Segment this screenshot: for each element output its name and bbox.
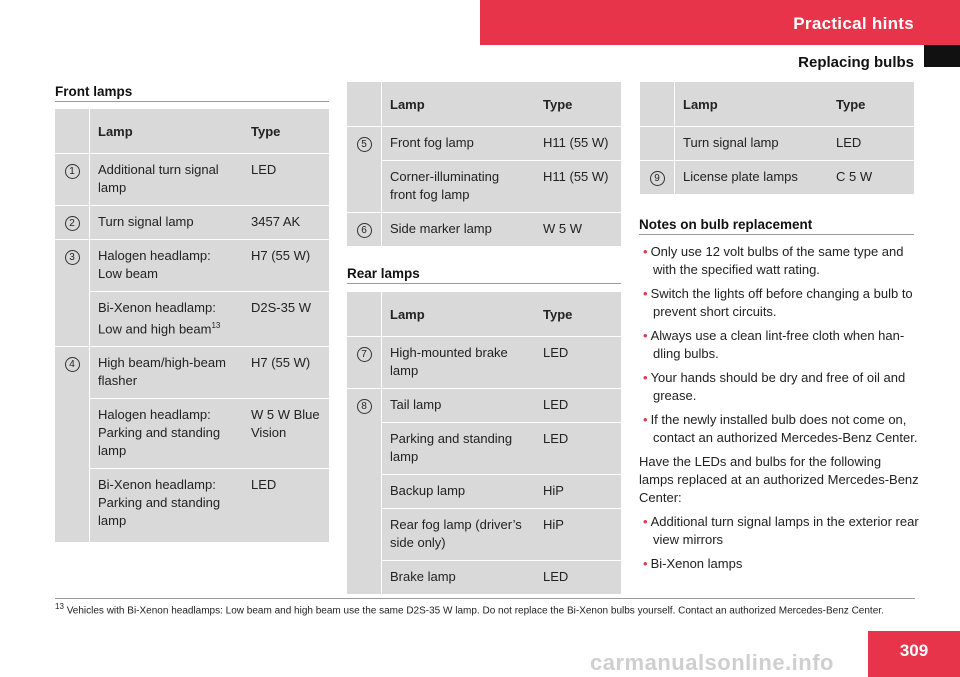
rear-lamps-continued-table [640, 82, 914, 195]
bullet-icon: • [643, 514, 648, 529]
lamp-cell: Side marker lamp [382, 213, 536, 247]
type-col-header: Type [535, 292, 621, 337]
note-text: Switch the lights off before changing a bulb to prevent short circuits. [650, 286, 913, 319]
lamp-cell: Halogen headlamp: Parking and standing lamp [90, 399, 244, 469]
table-row [347, 423, 621, 475]
bullet-icon: • [643, 412, 648, 427]
callout-number: 2 [65, 216, 80, 231]
type-cell: 3457 AK [243, 206, 329, 240]
table-row [640, 127, 914, 161]
type-cell: LED [535, 423, 621, 475]
lamp-cell: High beam/high-beam flasher [90, 347, 244, 399]
footnote [55, 598, 915, 618]
lamp-cell: Parking and standing lamp [382, 423, 536, 475]
type-cell: LED [535, 337, 621, 389]
lamp-cell: Bi-Xenon headlamp: Parking and standing lamp [90, 469, 244, 543]
watermark: carmanualsonline.info [590, 650, 834, 675]
num-col-header [347, 292, 382, 337]
front-lamps-heading: Front lamps [55, 84, 329, 102]
type-cell: LED [243, 469, 329, 543]
callout-number: 3 [65, 250, 80, 265]
type-col-header: Type [535, 82, 621, 127]
table-row [55, 347, 329, 399]
lamp-cell: Additional turn signal lamp [90, 154, 244, 206]
list-item [639, 555, 919, 573]
type-cell: H7 (55 W) [243, 240, 329, 292]
table-row [640, 161, 914, 195]
table-row [347, 561, 621, 595]
lamp-col-header: Lamp [675, 82, 829, 127]
num-col-header [347, 82, 382, 127]
lamp-col-header: Lamp [90, 109, 244, 154]
notes-paragraph: Have the LEDs and bulbs for the following lamps replaced at an authorized Mercedes-Benz Center: [639, 454, 919, 505]
lamp-col-header: Lamp [382, 82, 536, 127]
type-cell: C 5 W [828, 161, 914, 195]
type-cell: W 5 W [535, 213, 621, 247]
note-text: Additional turn signal lamps in the exterior rear view mirrors [650, 514, 919, 547]
table-row [347, 127, 621, 161]
lamp-cell: Corner-illuminating front fog lamp [382, 161, 536, 213]
type-cell: H11 (55 W) [535, 161, 621, 213]
lamp-col-header: Lamp [382, 292, 536, 337]
type-col-header: Type [828, 82, 914, 127]
type-cell: W 5 W Blue Vision [243, 399, 329, 469]
note-text: If the newly installed bulb does not come on, contact an authorized Mercedes-Benz Center. [650, 412, 918, 445]
lamp-cell: Turn signal lamp [90, 206, 244, 240]
table-row [347, 161, 621, 213]
list-item [639, 243, 919, 279]
table-row [55, 292, 329, 347]
footnote-text: Vehicles with Bi-Xenon headlamps: Low beam and high beam use the same D2S-35 W lamp. Do not replace the Bi-Xenon bulbs yourself. Contact an authorized Mercedes-Benz Center. [66, 605, 884, 617]
subsection-title: Replacing bulbs [798, 54, 914, 71]
lamp-cell: Rear fog lamp (driver’s side only) [382, 509, 536, 561]
rear-lamps-heading: Rear lamps [347, 266, 621, 284]
note-text: Only use 12 volt bulbs of the same type and with the specified watt rating. [650, 244, 904, 277]
callout-number: 7 [357, 347, 372, 362]
front-lamps-table [55, 109, 329, 543]
table-row [347, 389, 621, 423]
page-number: 309 [868, 631, 960, 677]
note-text: Your hands should be dry and free of oil and grease. [650, 370, 906, 403]
type-cell: LED [828, 127, 914, 161]
lamp-cell: Backup lamp [382, 475, 536, 509]
table-row [55, 154, 329, 206]
section-title: Practical hints [793, 14, 914, 33]
list-item [639, 327, 919, 363]
callout-number: 6 [357, 223, 372, 238]
list-item [639, 285, 919, 321]
table-row [347, 475, 621, 509]
type-cell: HiP [535, 475, 621, 509]
note-text: Always use a clean lint-free cloth when han-dling bulbs. [650, 328, 905, 361]
bullet-icon: • [643, 286, 648, 301]
lamp-cell: High-mounted brake lamp [382, 337, 536, 389]
bullet-icon: • [643, 370, 648, 385]
lamp-cell: Brake lamp [382, 561, 536, 595]
lamp-cell: Turn signal lamp [675, 127, 829, 161]
lamp-cell: Front fog lamp [382, 127, 536, 161]
table-row [55, 240, 329, 292]
bullet-icon: • [643, 556, 648, 571]
list-item [639, 411, 919, 447]
notes-body [639, 243, 919, 579]
table-row [347, 213, 621, 247]
note-text: Bi-Xenon lamps [650, 556, 743, 571]
callout-number: 1 [65, 164, 80, 179]
callout-number: 5 [357, 137, 372, 152]
num-col-header [640, 82, 675, 127]
footnote-mark: 13 [55, 602, 64, 611]
table-row [55, 206, 329, 240]
table-row [55, 469, 329, 543]
bullet-icon: • [643, 244, 648, 259]
list-item [639, 369, 919, 405]
lamp-cell: Tail lamp [382, 389, 536, 423]
lamp-cell: Halogen headlamp: Low beam [90, 240, 244, 292]
callout-number: 8 [357, 399, 372, 414]
front-lamps-continued-table [347, 82, 621, 247]
type-cell: HiP [535, 509, 621, 561]
notes-heading: Notes on bulb replacement [639, 217, 914, 235]
table-row [347, 509, 621, 561]
type-cell: H7 (55 W) [243, 347, 329, 399]
type-cell: LED [535, 561, 621, 595]
header-tab-marker [924, 45, 960, 67]
lamp-cell [90, 292, 244, 347]
type-cell: LED [243, 154, 329, 206]
list-item [639, 513, 919, 549]
table-row [347, 337, 621, 389]
table-row [55, 399, 329, 469]
callout-number: 9 [650, 171, 665, 186]
lamp-cell: License plate lamps [675, 161, 829, 195]
lamp-text: Bi-Xenon headlamp: Low and high beam [98, 300, 216, 337]
type-col-header: Type [243, 109, 329, 154]
rear-lamps-table [347, 292, 621, 595]
type-cell: LED [535, 389, 621, 423]
bullet-icon: • [643, 328, 648, 343]
num-col-header [55, 109, 90, 154]
type-cell: H11 (55 W) [535, 127, 621, 161]
callout-number: 4 [65, 357, 80, 372]
footnote-ref: 13 [211, 321, 221, 330]
type-cell: D2S-35 W [243, 292, 329, 347]
